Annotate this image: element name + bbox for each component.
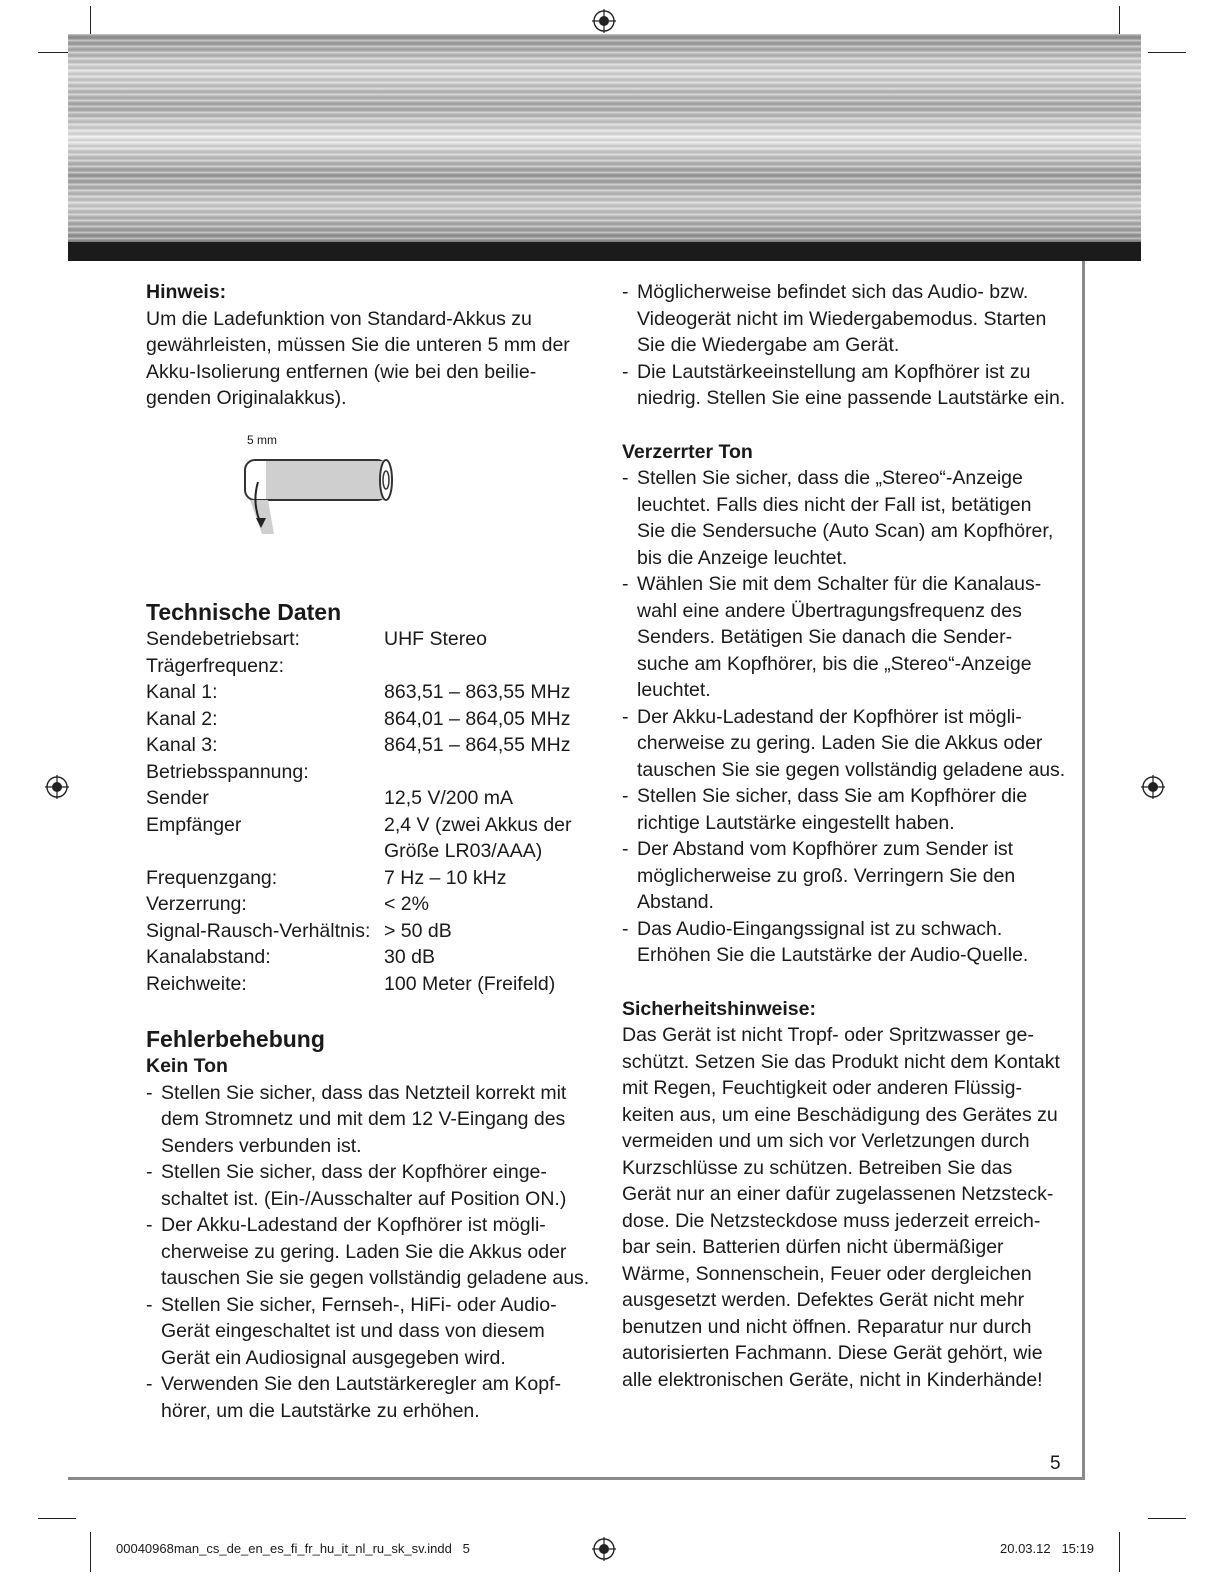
table-row (146, 918, 572, 945)
list-line: Senders verbunden ist. (161, 1134, 362, 1157)
list-line: - Stellen Sie sicher, dass das Netzteil korrekt mit (161, 1081, 567, 1104)
spec-key: Signal-Rausch-Verhältnis: (146, 919, 371, 942)
list-line: Sie die Wiedergabe am Gerät. (637, 334, 900, 356)
safety-line: autorisierten Fachmann. Diese Gerät gehört, wie (622, 1342, 1043, 1364)
safety-line: dose. Die Netzsteckdose muss jederzeit erreich- (622, 1209, 1041, 1232)
spec-key (146, 838, 384, 865)
note-line: genden Originalakkus). (146, 387, 347, 409)
list-line: möglicherweise zu groß. Verringern Sie den (637, 864, 1016, 887)
list-line: Erhöhen Sie die Lautstärke der Audio-Quelle. (637, 944, 1029, 966)
list-line: leuchtet. Falls dies nicht der Fall ist, betätigen (637, 493, 1032, 516)
safety-line: benutzen und nicht öffnen. Reparatur nur durch (622, 1315, 1032, 1338)
troubleshooting-heading: Fehlerbehebung (146, 1026, 325, 1052)
list-line: wahl eine andere Übertragungsfrequenz des (637, 599, 1022, 622)
table-row (146, 865, 572, 892)
list-item (146, 1212, 606, 1292)
spec-key: Empfänger (146, 813, 242, 836)
note-line: Um die Ladefunktion von Standard-Akkus zu (146, 307, 532, 330)
spec-value: 30 dB (384, 946, 435, 968)
spec-key: Frequenzgang: (146, 866, 278, 889)
list-item (622, 465, 1072, 571)
spec-key: Sender (146, 787, 209, 809)
specs-heading: Technische Daten (146, 599, 342, 625)
list-line: Videogerät nicht im Wiedergabemodus. Starten (637, 307, 1047, 330)
safety-line: Kurzschlüsse zu schützen. Betreiben Sie das (622, 1156, 1013, 1179)
spec-key: Kanal 2: (146, 707, 218, 730)
crop-mark (1119, 1532, 1120, 1572)
registration-mark-icon (45, 775, 69, 799)
list-line: - Der Akku-Ladestand der Kopfhörer ist mögli- (161, 1214, 546, 1236)
spec-key: Kanal 3: (146, 734, 218, 756)
list-line: suche am Kopfhörer, bis die „Stereo“-Anzeige (637, 652, 1032, 675)
safety-line: vermeiden und um sich vor Verletzungen durch (622, 1130, 1030, 1152)
list-line: Senders. Betätigen Sie danach die Sender- (637, 626, 1013, 648)
spec-value: 12,5 V/200 mA (384, 787, 513, 809)
list-line: Gerät ein Audiosignal ausgegeben wird. (161, 1346, 506, 1369)
crop-mark (38, 1518, 76, 1519)
list-line: dem Stromnetz und mit dem 12 V-Eingang des (161, 1108, 566, 1130)
right-column (622, 279, 1072, 1393)
registration-mark-icon (1141, 775, 1165, 799)
list-line: - Stellen Sie sicher, dass der Kopfhörer einge- (161, 1161, 547, 1183)
crop-mark (1148, 1518, 1186, 1519)
table-row (146, 706, 572, 733)
list-line: - Stellen Sie sicher, Fernseh-, HiFi- oder Audio- (161, 1293, 557, 1316)
list-line: - Wählen Sie mit dem Schalter für die Kanalaus- (637, 573, 1042, 595)
no-sound-heading: Kein Ton (146, 1055, 228, 1077)
table-row (146, 626, 572, 653)
list-line: - Stellen Sie sicher, dass die „Stereo“-Anzeige (637, 467, 1023, 489)
note-line: Akku-Isolierung entfernen (wie bei den beilie- (146, 360, 537, 383)
spec-value: 864,51 – 864,55 MHz (384, 734, 571, 756)
list-line: cherweise zu gering. Laden Sie die Akkus oder (637, 732, 1043, 754)
table-row (146, 785, 572, 812)
list-line: - Der Akku-Ladestand der Kopfhörer ist mögli- (637, 705, 1022, 728)
crop-mark (90, 1532, 91, 1572)
spec-key: Kanal 1: (146, 681, 218, 703)
list-item (622, 571, 1072, 704)
no-sound-list-continued (622, 279, 1072, 412)
list-item (146, 1080, 606, 1160)
list-item (146, 1292, 606, 1372)
troubleshooting-section (146, 1025, 606, 1424)
table-row (146, 944, 572, 971)
registration-mark-icon (592, 9, 616, 33)
list-line: Abstand. (637, 891, 714, 913)
table-row (146, 812, 572, 839)
list-line: - Das Audio-Eingangssignal ist zu schwach. (637, 917, 1003, 940)
spec-key: Sendebetriebsart: (146, 628, 300, 650)
safety-line: bar sein. Batterien dürfen nicht übermäßiger (622, 1236, 1004, 1258)
list-item (146, 1159, 606, 1212)
safety-line: Wärme, Sonnenschein, Feuer oder dergleichen (622, 1262, 1032, 1285)
list-line: - Die Lautstärkeeinstellung am Kopfhörer ist zu (637, 360, 1031, 383)
list-line: - Stellen Sie sicher, dass Sie am Kopfhörer die (637, 785, 1028, 807)
note-heading: Hinweis: (146, 281, 227, 303)
list-line: tauschen Sie sie gegen vollständig geladene aus. (637, 758, 1066, 781)
specs-table (146, 626, 572, 997)
page-frame-right (1082, 261, 1085, 1480)
safety-paragraph (622, 1022, 1072, 1393)
spec-value: 7 Hz – 10 kHz (384, 866, 507, 889)
safety-line: Gerät nur an einer dafür zugelassenen Netzsteck- (622, 1183, 1054, 1205)
page-number: 5 (1050, 1453, 1061, 1474)
crop-mark (1148, 52, 1186, 53)
note-line: gewährleisten, müssen Sie die unteren 5 mm der (146, 334, 570, 356)
list-line: - Verwenden Sie den Lautstärkeregler am Kopf- (161, 1373, 561, 1395)
list-line: hörer, um die Lautstärke zu erhöhen. (161, 1399, 480, 1422)
spec-value: < 2% (384, 893, 429, 915)
spec-key: Verzerrung: (146, 893, 247, 915)
list-line: bis die Anzeige leuchtet. (637, 546, 848, 569)
safety-heading: Sicherheitshinweise: (622, 997, 816, 1020)
table-row (146, 759, 572, 786)
safety-line: ausgesetzt werden. Defektes Gerät nicht mehr (622, 1289, 1025, 1311)
list-line: leuchtet. (637, 679, 711, 701)
spec-value: Größe LR03/AAA) (384, 840, 543, 862)
spec-value: 864,01 – 864,05 MHz (384, 707, 571, 730)
spec-value: > 50 dB (384, 919, 452, 942)
spec-value: 100 Meter (Freifeld) (384, 972, 556, 995)
spec-value (384, 653, 572, 680)
distorted-sound-heading: Verzerrter Ton (622, 440, 753, 463)
list-line: cherweise zu gering. Laden Sie die Akkus oder (161, 1240, 567, 1263)
registration-mark-icon (592, 1537, 616, 1561)
table-row (146, 653, 572, 680)
footer-filename: 00040968man_cs_de_en_es_fi_fr_hu_it_nl_ru_sk_sv.indd 5 (116, 1541, 470, 1556)
battery-figure-label: 5 mm (247, 433, 277, 447)
list-item (146, 1371, 606, 1424)
table-row (146, 732, 572, 759)
list-line: tauschen Sie sie gegen vollständig geladene aus. (161, 1267, 590, 1289)
list-line: - Möglicherweise befindet sich das Audio- bzw. (637, 281, 1029, 303)
list-line: - Der Abstand vom Kopfhörer zum Sender ist (637, 838, 1014, 860)
list-item (622, 279, 1072, 359)
table-row (146, 891, 572, 918)
spec-key: Reichweite: (146, 972, 247, 995)
list-item (622, 836, 1072, 916)
spec-value: 2,4 V (zwei Akkus der (384, 813, 572, 836)
safety-line: keiten aus, um eine Beschädigung des Gerätes zu (622, 1103, 1058, 1126)
spec-key: Trägerfrequenz: (146, 654, 285, 677)
spec-key: Kanalabstand: (146, 946, 271, 968)
left-column (146, 279, 596, 412)
list-line: Sie die Sendersuche (Auto Scan) am Kopfhörer, (637, 520, 1054, 542)
list-item (622, 359, 1072, 412)
spec-value: UHF Stereo (384, 628, 487, 650)
header-dark-bar (68, 242, 1141, 261)
list-line: Gerät eingeschaltet ist und dass von diesem (161, 1320, 545, 1342)
distorted-sound-list (622, 465, 1072, 969)
list-item (622, 704, 1072, 784)
spec-value (384, 759, 572, 786)
safety-line: schützt. Setzen Sie das Produkt nicht dem Kontakt (622, 1050, 1060, 1073)
spec-key: Betriebsspannung: (146, 760, 309, 783)
list-line: schaltet ist. (Ein-/Ausschalter auf Position ON.) (161, 1187, 567, 1210)
list-item (622, 783, 1072, 836)
safety-line: mit Regen, Feuchtigkeit oder anderen Flüssig- (622, 1077, 1022, 1099)
spec-value: 863,51 – 863,55 MHz (384, 681, 571, 703)
list-line: richtige Lautstärke eingestellt haben. (637, 811, 955, 834)
list-line: niedrig. Stellen Sie eine passende Lautstärke ein. (637, 387, 1066, 409)
table-row (146, 838, 572, 865)
table-row (146, 971, 572, 998)
safety-line: alle elektronischen Geräte, nicht in Kinderhände! (622, 1368, 1043, 1391)
page-frame-bottom (68, 1477, 1085, 1480)
header-metal-band (68, 34, 1141, 242)
battery-insulation-icon (238, 452, 400, 538)
footer-datetime: 20.03.12 15:19 (1000, 1541, 1094, 1556)
table-row (146, 679, 572, 706)
no-sound-list (146, 1080, 606, 1425)
list-item (622, 916, 1072, 969)
safety-line: Das Gerät ist nicht Tropf- oder Spritzwasser ge- (622, 1024, 1034, 1046)
